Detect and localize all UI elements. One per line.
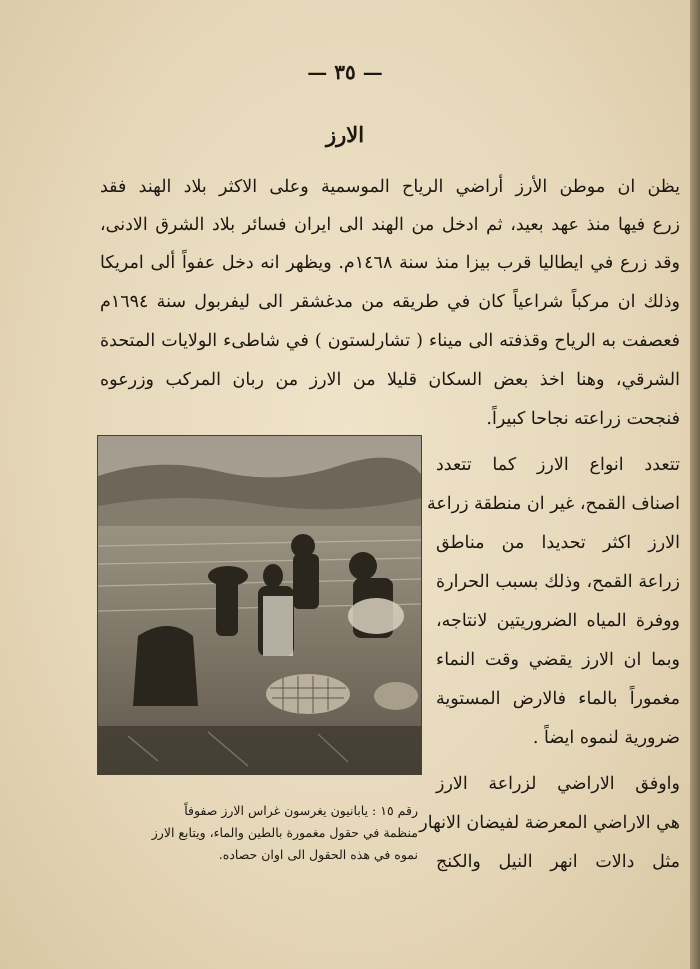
text-line: واوفق الاراضي لزراعة الارز	[436, 774, 680, 794]
text-line: زرع فيها منذ عهد بعيد، ثم ادخل من الهند الى ايران فسائر بلاد الشرق الادنى،	[100, 215, 680, 235]
rice-planting-photo	[97, 435, 422, 775]
text-line: الارز اكثر تحديدا من مناطق	[436, 533, 680, 553]
photo-caption-line: منظمة في حقول مغمورة بالطين والماء، ويتابع الارز	[151, 825, 418, 840]
section-heading: الارز	[325, 122, 365, 147]
text-line: مغموراً بالماء فالارض المستوية	[436, 689, 680, 709]
photo-illustration	[98, 436, 421, 774]
text-line: وبما ان الارز يقضي وقت النماء	[436, 650, 680, 670]
text-line: وقد زرع في ايطاليا قرب بيزا منذ سنة ١٤٦٨م. ويظهر انه دخل عفواً ألى امريكا	[100, 253, 680, 273]
text-line: يظن ان موطن الأرز أراضي الرياح الموسمية وعلى الاكثر بلاد الهند فقد	[100, 177, 680, 197]
text-line: زراعة القمح، وذلك بسبب الحرارة	[436, 572, 680, 592]
photo-caption-line: رقم ١٥ : يابانيون يغرسون غراس الارز صفوفاً	[184, 803, 418, 818]
text-line: وذلك ان مركباً شراعياً كان في طريقه من مدغشقر الى ليفربول سنة ١٦٩٤م	[100, 292, 680, 312]
text-line: ووفرة المياه الضروريتين لانتاجه،	[436, 611, 680, 631]
text-line: ضرورية لنموه ايضاً .	[532, 728, 680, 748]
text-line: هي الاراضي المعرضة لفيضان الانهار	[419, 813, 680, 833]
text-line: فعصفت به الرياح وقذفته الى ميناء ( تشارلستون ) في شاطىء الولايات المتحدة	[100, 331, 680, 351]
page-edge	[690, 0, 700, 969]
photo-caption-line: نموه في هذه الحقول الى اوان حصاده.	[218, 847, 418, 862]
text-line: تتعدد انواع الارز كما تتعدد	[436, 455, 680, 475]
text-line: مثل دالات انهر النيل والكنج	[436, 852, 680, 872]
text-line: فنجحت زراعته نجاحا كبيراً.	[486, 409, 680, 429]
text-line: الشرقي، وهنا اخذ بعض السكان قليلا من الارز من ربان المركب وزرعوه	[100, 370, 680, 390]
text-line: اصناف القمح، غير ان منطقة زراعة	[426, 494, 680, 514]
page-number: — ٣٥ —	[307, 60, 383, 84]
